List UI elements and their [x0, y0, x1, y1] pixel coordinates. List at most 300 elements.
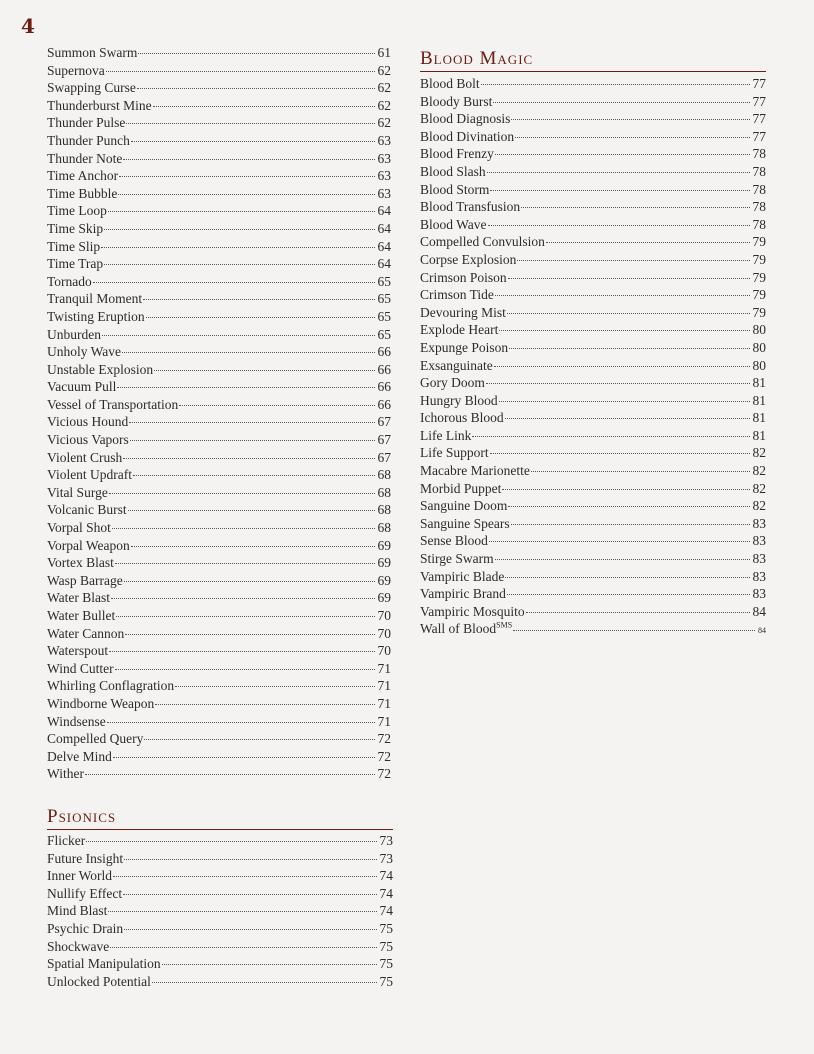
toc-entry[interactable] [47, 202, 391, 220]
dot-leader [175, 685, 374, 687]
toc-entry-page: 65 [377, 291, 391, 307]
dot-leader [130, 439, 375, 441]
toc-entry-page: 66 [377, 379, 391, 395]
dot-leader [517, 259, 749, 261]
toc-entry-name: Volcanic Burst [47, 502, 127, 518]
toc-entry-name: Hungry Blood [420, 392, 498, 408]
toc-entry-name: Life Support [420, 445, 489, 461]
toc-entry-name: Life Link [420, 427, 472, 443]
toc-entry-page: 68 [377, 467, 391, 483]
toc-entry[interactable] [47, 255, 391, 273]
dot-leader [531, 470, 750, 472]
dot-leader [123, 158, 374, 160]
toc-entry[interactable] [47, 150, 391, 168]
toc-entry[interactable] [420, 216, 766, 234]
toc-entry-page: 65 [377, 273, 391, 289]
toc-entry[interactable] [420, 269, 766, 287]
toc-entry-name: Windsense [47, 713, 106, 729]
toc-entry-page: 80 [752, 322, 766, 338]
toc-entry-name: Tranquil Moment [47, 291, 143, 307]
toc-entry-name: Shockwave [47, 938, 110, 954]
toc-entry[interactable] [420, 603, 766, 621]
toc-entry-name: Gory Doom [420, 375, 485, 391]
toc-entry[interactable] [420, 128, 766, 146]
toc-entry-page: 64 [377, 256, 391, 272]
toc-entry-name: Blood Divination [420, 128, 515, 144]
dot-leader [489, 540, 750, 542]
toc-entry[interactable] [47, 519, 391, 537]
toc-entry-name: Water Cannon [47, 625, 125, 641]
dot-leader [86, 840, 376, 842]
toc-entry-name: Delve Mind [47, 748, 112, 764]
toc-entry[interactable] [47, 537, 391, 555]
dot-leader [124, 928, 376, 930]
dot-leader [507, 312, 750, 314]
toc-entry[interactable] [420, 550, 766, 568]
toc-entry-name: Psychic Drain [47, 920, 124, 936]
dot-leader [93, 281, 375, 283]
dot-leader [143, 298, 374, 300]
toc-entry-superscript: SMS [496, 620, 513, 630]
toc-entry-name: Unburden [47, 326, 101, 342]
toc-entry[interactable] [47, 642, 391, 660]
toc-entry-page: 74 [379, 903, 393, 919]
toc-entry-page: 83 [752, 586, 766, 602]
toc-entry-name: Macabre Marionette [420, 463, 530, 479]
toc-entry[interactable] [47, 572, 391, 590]
toc-entry[interactable] [47, 449, 391, 467]
toc-entry-name: Time Bubble [47, 185, 118, 201]
dot-leader [493, 101, 749, 103]
toc-entry-page: 62 [377, 115, 391, 131]
toc-entry-page: 69 [377, 555, 391, 571]
toc-entry[interactable] [47, 850, 393, 868]
dot-leader [488, 224, 750, 226]
toc-entry-name: Thunder Punch [47, 132, 130, 148]
toc-entry-name: Unlocked Potential [47, 973, 151, 989]
toc-entry-name: Vicious Hound [47, 414, 129, 430]
toc-entry[interactable] [47, 677, 391, 695]
toc-entry-page: 67 [377, 449, 391, 465]
toc-entry-page: 78 [752, 216, 766, 232]
toc-entry-name: Sanguine Doom [420, 498, 508, 514]
toc-entry-page: 83 [752, 533, 766, 549]
page-number: 4 [21, 14, 35, 38]
toc-entry[interactable] [47, 361, 391, 379]
toc-entry-page: 62 [377, 80, 391, 96]
toc-entry[interactable] [47, 730, 391, 748]
toc-entry[interactable] [47, 326, 391, 344]
toc-entry-name: Whirling Conflagration [47, 678, 175, 694]
toc-entry[interactable] [420, 515, 766, 533]
toc-entry-page: 71 [377, 695, 391, 711]
toc-entry[interactable] [47, 938, 393, 956]
dot-leader [486, 382, 750, 384]
blood-magic-heading: Blood Magic [420, 48, 766, 72]
toc-entry[interactable] [47, 713, 391, 731]
dot-leader [124, 858, 376, 860]
toc-entry-page: 64 [377, 220, 391, 236]
dot-leader [505, 576, 749, 578]
toc-entry-name: Exsanguinate [420, 357, 493, 373]
toc-entry[interactable] [47, 431, 391, 449]
toc-entry[interactable] [420, 532, 766, 550]
toc-entry-name: Ichorous Blood [420, 410, 504, 426]
toc-entry[interactable] [420, 374, 766, 392]
dot-leader [546, 241, 750, 243]
toc-entry-name: Explode Heart [420, 322, 499, 338]
toc-entry[interactable] [420, 251, 766, 269]
dot-leader [481, 83, 750, 85]
toc-entry[interactable] [47, 625, 391, 643]
toc-entry[interactable] [47, 832, 393, 850]
dot-leader [502, 488, 749, 490]
toc-entry-page: 77 [752, 111, 766, 127]
toc-entry[interactable] [47, 396, 391, 414]
toc-entry[interactable] [420, 620, 766, 638]
toc-entry-page: 79 [752, 234, 766, 250]
toc-entry-name: Blood Wave [420, 216, 487, 232]
toc-entry[interactable] [47, 308, 391, 326]
toc-entry-name: Inner World [47, 868, 113, 884]
toc-entry-name: Supernova [47, 62, 105, 78]
toc-entry-name: Crimson Poison [420, 269, 507, 285]
toc-entry-name: Swapping Curse [47, 80, 136, 96]
dot-leader [85, 773, 375, 775]
toc-entry-name: Vacuum Pull [47, 379, 117, 395]
toc-entry-name: Thunder Note [47, 150, 123, 166]
dot-leader [490, 189, 749, 191]
toc-entry-page: 78 [752, 181, 766, 197]
dot-leader [162, 963, 377, 965]
toc-entry[interactable] [420, 568, 766, 586]
toc-entry-name: Time Trap [47, 256, 104, 272]
toc-entry-page: 79 [752, 304, 766, 320]
toc-entry[interactable] [47, 920, 393, 938]
dot-leader [115, 668, 375, 670]
toc-entry-name: Vessel of Transportation [47, 396, 179, 412]
dot-leader [109, 650, 374, 652]
toc-entry[interactable] [47, 955, 393, 973]
toc-entry[interactable] [47, 44, 391, 62]
toc-entry-page: 73 [379, 850, 393, 866]
toc-entry-name: Water Bullet [47, 608, 116, 623]
toc-entry-page: 74 [379, 868, 393, 884]
toc-entry-page: 77 [752, 128, 766, 144]
toc-entry[interactable] [420, 304, 766, 322]
dot-leader [499, 329, 749, 331]
toc-entry-page: 79 [752, 251, 766, 267]
toc-entry-page: 81 [752, 392, 766, 408]
toc-entry-page: 63 [377, 185, 391, 201]
toc-entry-page: 71 [377, 678, 391, 694]
toc-entry-name: Vital Surge [47, 484, 108, 500]
toc-entry-name: Sense Blood [420, 533, 488, 549]
toc-entry[interactable] [47, 185, 391, 203]
dot-leader [513, 629, 755, 631]
toc-entry[interactable] [47, 343, 391, 361]
toc-entry-page: 77 [752, 93, 766, 109]
toc-entry-page: 67 [377, 414, 391, 430]
toc-entry-name: Compelled Convulsion [420, 234, 545, 250]
toc-entry-name: Waterspout [47, 643, 109, 659]
dot-leader [123, 893, 376, 895]
toc-entry-name: Thunderburst Mine [47, 97, 152, 113]
dot-leader [113, 875, 376, 877]
dot-leader [122, 351, 374, 353]
dot-leader [116, 615, 374, 617]
dot-leader [495, 153, 750, 155]
dot-leader [126, 122, 374, 124]
toc-entry[interactable] [420, 110, 766, 128]
toc-entry-page: 80 [752, 339, 766, 355]
toc-entry[interactable] [420, 233, 766, 251]
toc-entry-page: 69 [377, 572, 391, 588]
toc-entry-page: 78 [752, 163, 766, 179]
toc-entry[interactable] [420, 93, 766, 111]
toc-entry-name: Future Insight [47, 850, 124, 866]
toc-entry-name: Vampiric Mosquito [420, 603, 525, 619]
toc-entry-page: 82 [752, 463, 766, 479]
toc-entry-name: Blood Storm [420, 181, 490, 197]
toc-entry-page: 72 [377, 731, 391, 747]
dot-leader [521, 206, 749, 208]
toc-entry[interactable] [47, 79, 391, 97]
toc-entry[interactable] [420, 198, 766, 216]
toc-entry-name: Sanguine Spears [420, 515, 510, 531]
toc-entry-page: 79 [752, 287, 766, 303]
dot-leader [499, 400, 750, 402]
toc-entry-name: Unholy Wave [47, 344, 122, 360]
toc-entry[interactable] [47, 765, 391, 783]
toc-entry-page: 75 [379, 920, 393, 936]
toc-entry[interactable] [420, 392, 766, 410]
toc-entry-name: Bloody Burst [420, 93, 493, 109]
dot-leader [101, 246, 374, 248]
dot-leader [123, 457, 374, 459]
toc-entry-name: Wither [47, 766, 84, 782]
toc-entry[interactable] [420, 444, 766, 462]
dot-leader [144, 738, 374, 740]
toc-entry[interactable] [47, 290, 391, 308]
toc-entry-name: Vicious Vapors [47, 432, 129, 448]
toc-entry[interactable] [420, 427, 766, 445]
toc-entry-name: Wind Cutter [47, 660, 114, 676]
toc-entry-page: 61 [377, 45, 391, 60]
toc-entry-page: 82 [752, 480, 766, 496]
toc-entry[interactable] [420, 585, 766, 603]
dot-leader [505, 417, 750, 419]
toc-entry-page: 83 [752, 515, 766, 531]
toc-entry-name: Vampiric Brand [420, 586, 506, 602]
toc-entry-name: Time Anchor [47, 168, 119, 184]
toc-entry-page: 63 [377, 132, 391, 148]
toc-entry-page: 66 [377, 361, 391, 377]
toc-left-column [47, 44, 391, 783]
psionics-list [47, 832, 393, 990]
toc-entry[interactable] [47, 695, 391, 713]
dot-leader [128, 509, 375, 511]
toc-entry-name: Vorpal Shot [47, 520, 111, 536]
toc-entry[interactable] [47, 413, 391, 431]
toc-entry[interactable] [420, 480, 766, 498]
toc-entry-page: 78 [752, 199, 766, 215]
dot-leader [507, 593, 750, 595]
toc-entry[interactable] [47, 501, 391, 519]
toc-entry[interactable] [47, 748, 391, 766]
toc-entry-page: 63 [377, 150, 391, 166]
toc-entry[interactable] [47, 554, 391, 572]
dot-leader [490, 452, 750, 454]
dot-leader [494, 365, 750, 367]
dot-leader [119, 175, 374, 177]
dot-leader [511, 523, 750, 525]
toc-entry[interactable] [420, 409, 766, 427]
dot-leader [153, 105, 375, 107]
dot-leader [113, 756, 375, 758]
dot-leader [115, 562, 375, 564]
dot-leader [146, 316, 375, 318]
toc-entry-page: 62 [377, 62, 391, 78]
toc-entry[interactable] [420, 497, 766, 515]
toc-entry[interactable] [420, 163, 766, 181]
toc-entry[interactable] [47, 973, 393, 991]
toc-entry-page: 66 [377, 396, 391, 412]
toc-entry-page: 70 [377, 643, 391, 659]
toc-entry[interactable] [47, 885, 393, 903]
toc-entry-page: 66 [377, 344, 391, 360]
toc-entry-name: Blood Transfusion [420, 199, 521, 215]
toc-entry[interactable] [47, 867, 393, 885]
toc-entry[interactable] [420, 339, 766, 357]
toc-entry[interactable] [420, 357, 766, 375]
toc-entry[interactable] [47, 466, 391, 484]
blood-magic-section [420, 48, 766, 638]
toc-entry-name: Violent Crush [47, 449, 123, 465]
dot-leader [118, 193, 374, 195]
toc-entry[interactable] [47, 902, 393, 920]
toc-entry-page: 82 [752, 445, 766, 461]
toc-entry-page: 83 [752, 568, 766, 584]
dot-leader [515, 136, 749, 138]
toc-entry-name: Vortex Blast [47, 555, 114, 571]
dot-leader [108, 910, 376, 912]
toc-entry-page: 72 [377, 766, 391, 782]
toc-entry[interactable] [47, 62, 391, 80]
dot-leader [131, 140, 375, 142]
toc-entry-name: Twisting Eruption [47, 308, 145, 324]
dot-leader [137, 87, 375, 89]
toc-entry-name: Flicker [47, 833, 86, 848]
toc-entry[interactable] [47, 589, 391, 607]
toc-entry-name: Violent Updraft [47, 467, 133, 483]
toc-entry-name: Nullify Effect [47, 885, 123, 901]
toc-entry-page: 68 [377, 502, 391, 518]
toc-entry-page: 73 [379, 833, 393, 848]
toc-entry-name: Compelled Query [47, 731, 144, 747]
psionics-section [47, 806, 393, 990]
toc-entry-name: Blood Frenzy [420, 146, 494, 162]
toc-entry-page: 64 [377, 203, 391, 219]
dot-leader [495, 558, 750, 560]
toc-entry-page: 81 [752, 410, 766, 426]
dot-leader [526, 611, 750, 613]
dot-leader [102, 334, 375, 336]
toc-entry[interactable] [47, 238, 391, 256]
blood-magic-list [420, 75, 766, 620]
toc-entry[interactable] [47, 167, 391, 185]
dot-leader [129, 421, 374, 423]
toc-entry[interactable] [47, 114, 391, 132]
toc-entry-name: Crimson Tide [420, 287, 494, 303]
toc-entry[interactable] [420, 462, 766, 480]
toc-entry-name: Stirge Swarm [420, 551, 494, 567]
dot-leader [155, 703, 374, 705]
dot-leader [179, 404, 374, 406]
toc-entry-page: 81 [752, 375, 766, 391]
toc-entry-page: 62 [377, 97, 391, 113]
toc-entry-name: Devouring Mist [420, 304, 506, 320]
dot-leader [125, 633, 374, 635]
toc-entry-page: 70 [377, 608, 391, 623]
dot-leader [487, 171, 750, 173]
toc-entry[interactable] [47, 484, 391, 502]
toc-entry-name: Expunge Poison [420, 339, 509, 355]
toc-entry[interactable] [420, 145, 766, 163]
dot-leader [110, 946, 376, 948]
dot-leader [106, 70, 375, 72]
toc-entry-page: 67 [377, 432, 391, 448]
toc-entry-page: 81 [752, 427, 766, 443]
toc-entry-name: Vampiric Blade [420, 568, 505, 584]
toc-entry-name: Windborne Weapon [47, 695, 155, 711]
toc-entry[interactable] [420, 321, 766, 339]
toc-entry-name: Tornado [47, 273, 92, 289]
toc-entry[interactable] [47, 607, 391, 625]
toc-entry-name: Wasp Barrage [47, 572, 123, 588]
dot-leader [104, 228, 374, 230]
toc-entry-page: 80 [752, 357, 766, 373]
toc-entry-page: 79 [752, 269, 766, 285]
toc-entry[interactable] [47, 132, 391, 150]
toc-entry[interactable] [47, 378, 391, 396]
dot-leader [107, 721, 375, 723]
toc-entry-page: 68 [377, 520, 391, 536]
toc-entry[interactable] [420, 286, 766, 304]
toc-entry[interactable] [47, 660, 391, 678]
toc-entry-page: 63 [377, 168, 391, 184]
toc-entry-page: 65 [377, 326, 391, 342]
toc-entry[interactable] [47, 220, 391, 238]
dot-leader [508, 505, 749, 507]
toc-entry-name: Time Slip [47, 238, 101, 254]
toc-entry-page: 71 [377, 713, 391, 729]
toc-entry-name: Corpse Explosion [420, 251, 517, 267]
toc-entry[interactable] [420, 181, 766, 199]
toc-entry[interactable] [47, 97, 391, 115]
toc-entry-page: 69 [377, 590, 391, 606]
dot-leader [138, 52, 374, 54]
toc-entry-page: 64 [377, 238, 391, 254]
toc-entry-page: 82 [752, 498, 766, 514]
dot-leader [112, 527, 375, 529]
toc-entry-page: 75 [379, 973, 393, 989]
toc-entry-name: Wall of Blood$^{SMS}$ [420, 620, 513, 637]
toc-entry[interactable] [47, 273, 391, 291]
toc-entry-page: 75 [379, 938, 393, 954]
toc-entry-name: Mind Blast [47, 903, 108, 919]
toc-entry[interactable] [420, 75, 766, 93]
